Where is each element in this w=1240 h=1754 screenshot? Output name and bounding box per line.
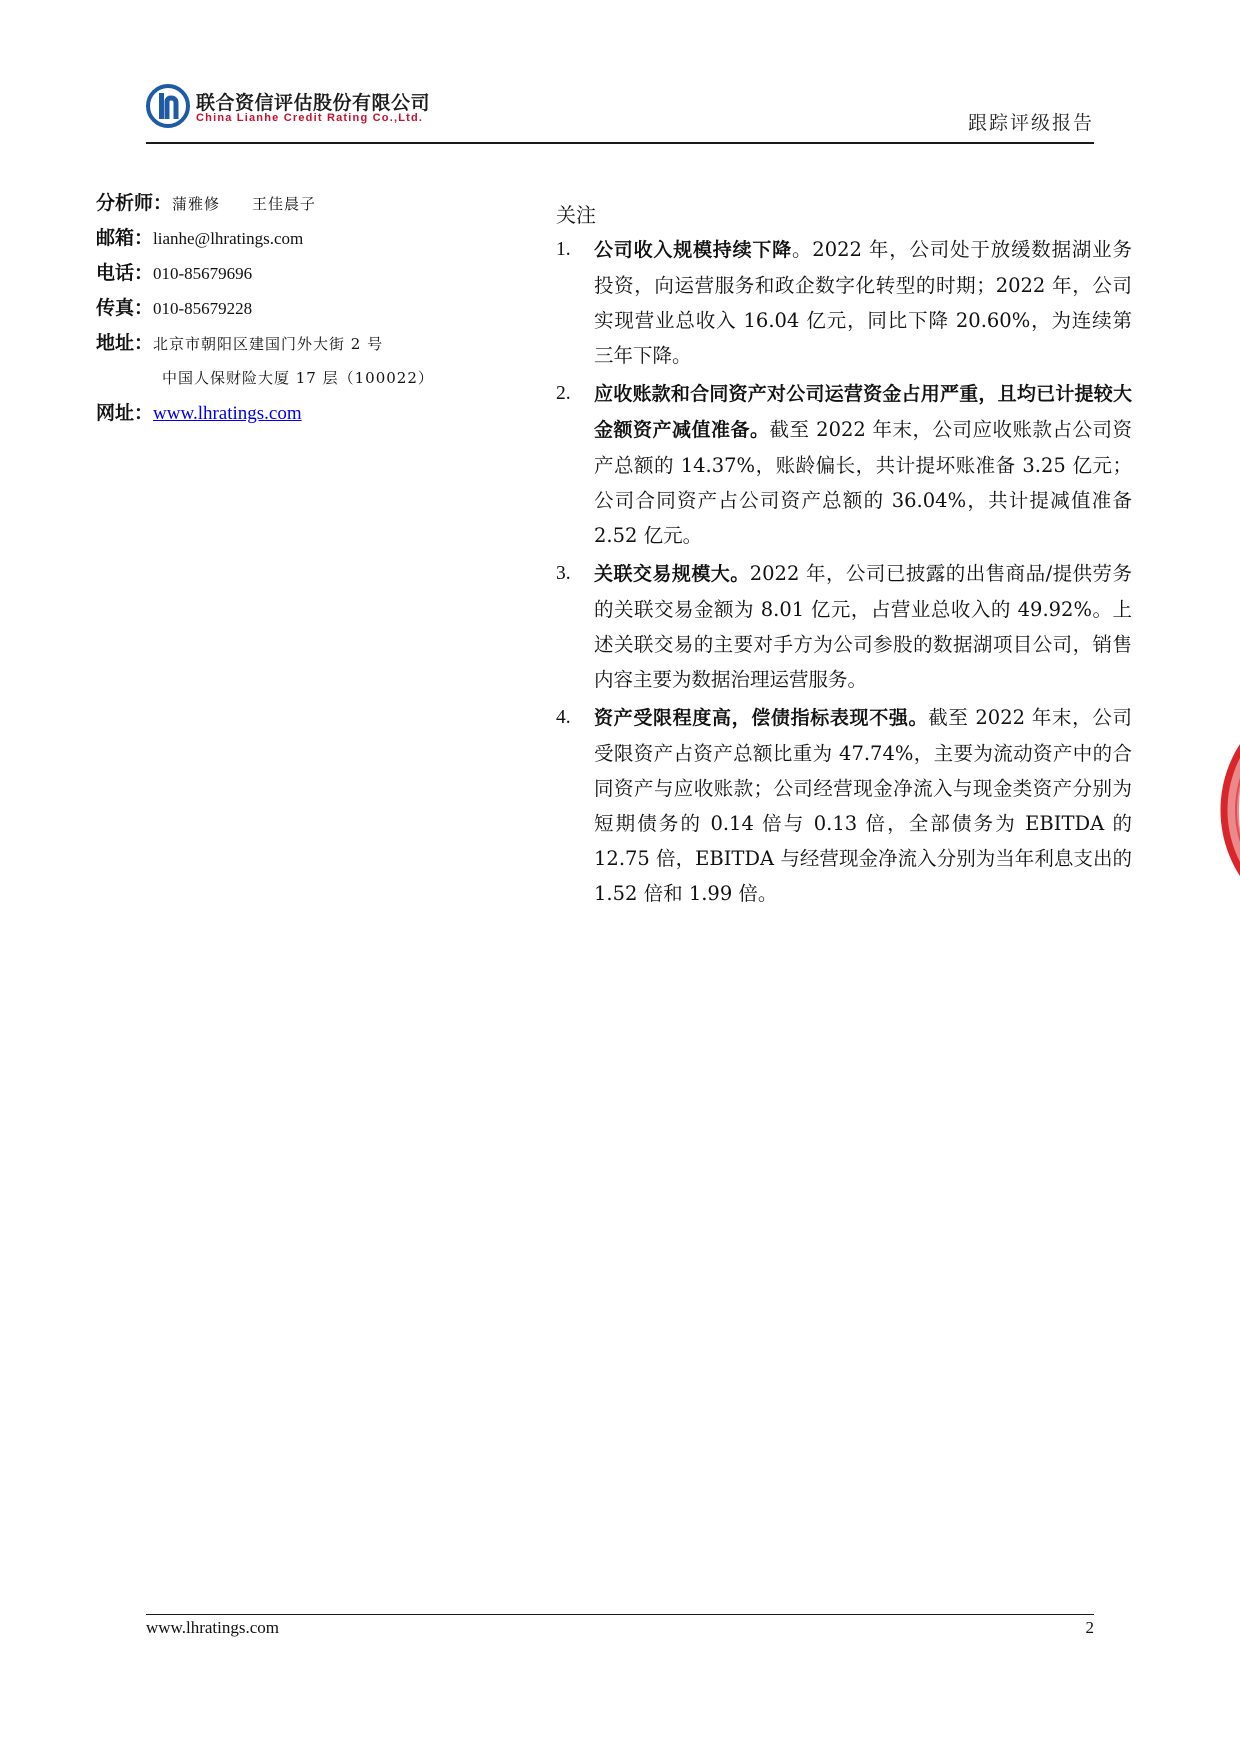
fax-label: 传真： <box>96 297 154 319</box>
focus-section <box>556 200 1132 914</box>
email-value: lianhe@lhratings.com <box>153 229 304 248</box>
focus-item-heading: 关联交易规模大。 <box>594 563 750 585</box>
company-seal-icon <box>1212 680 1240 940</box>
company-name-en: China Lianhe Credit Rating Co.,Ltd. <box>196 112 424 124</box>
focus-item-body: 截至 2022 年末，公司应收账款占公司资产总额的 14.37%，账龄偏长，共计提坏账准备 3.25 亿元；公司合同资产占公司资产总额的 36.04%，共计提减值准备 2.52 亿元。 <box>594 418 1132 547</box>
focus-item-body: 2022 年，公司已披露的出售商品/提供劳务的关联交易金额为 8.01 亿元，占营业总收入的 49.92%。上述关联交易的主要对手方为公司参股的数据湖项目公司，销售内容主要为数据治理运营服务。 <box>594 562 1132 691</box>
focus-item-number: 1. <box>556 239 571 260</box>
report-type-label: 跟踪评级报告 <box>967 112 1094 134</box>
focus-item-1 <box>556 232 1132 373</box>
address-line-2: 中国人保财险大厦 17 层（100022） <box>162 369 434 387</box>
focus-item-heading: 资产受限程度高，偿债指标表现不强。 <box>594 707 929 729</box>
analyst-names: 蒲雅修 王佳晨子 <box>172 195 317 213</box>
email-row <box>96 223 516 258</box>
company-name-cn: 联合资信评估股份有限公司 <box>196 92 431 114</box>
address-row <box>96 328 516 363</box>
website-link[interactable]: www.lhratings.com <box>153 403 302 424</box>
focus-item-number: 2. <box>556 383 571 404</box>
analyst-row <box>96 188 516 223</box>
phone-value: 010-85679696 <box>153 264 253 283</box>
focus-item-3 <box>556 556 1132 697</box>
focus-item-heading: 公司收入规模持续下降 <box>594 239 792 261</box>
fax-row <box>96 293 516 328</box>
focus-title: 关注 <box>556 203 596 227</box>
website-row <box>96 398 516 433</box>
focus-item-heading: 应收账款和合同资产对公司运营资金占用严重，且均已计提较大金额资产减值准备。 <box>594 383 1132 441</box>
email-label: 邮箱： <box>96 227 154 249</box>
address-label: 地址： <box>96 332 154 354</box>
page-header <box>146 84 1094 144</box>
focus-item-2 <box>556 376 1132 553</box>
focus-item-body: 截至 2022 年末，公司受限资产占资产总额比重为 47.74%，主要为流动资产中的合同资产与应收账款；公司经营现金净流入与现金类资产分别为短期债务的 0.14 倍与 0.13 倍，全部债务为 EBITDA 的 12.75 倍，EBITDA 与经营现金净流入分别为当年利息支出的 1.52 倍和 1.99 倍。 <box>594 706 1132 905</box>
phone-label: 电话： <box>96 262 154 284</box>
header-divider <box>146 142 1094 144</box>
address-line-1: 北京市朝阳区建国门外大街 2 号 <box>153 335 384 353</box>
company-logo-icon <box>146 84 190 128</box>
page-number: 2 <box>1085 1618 1094 1637</box>
focus-item-body: 。2022 年，公司处于放缓数据湖业务投资，向运营服务和政企数字化转型的时期；2022 年，公司实现营业总收入 16.04 亿元，同比下降 20.60%，为连续第三年下降。 <box>594 238 1132 367</box>
footer-url: www.lhratings.com <box>146 1618 279 1637</box>
focus-item-4 <box>556 700 1132 911</box>
focus-list <box>556 232 1132 911</box>
address-row-2 <box>96 363 516 398</box>
website-label: 网址： <box>96 402 154 424</box>
fax-value: 010-85679228 <box>153 299 253 318</box>
focus-item-number: 4. <box>556 707 571 728</box>
focus-item-number: 3. <box>556 563 571 584</box>
analyst-label: 分析师： <box>96 192 173 214</box>
contact-block <box>96 188 516 433</box>
phone-row <box>96 258 516 293</box>
footer-divider <box>146 1614 1094 1615</box>
